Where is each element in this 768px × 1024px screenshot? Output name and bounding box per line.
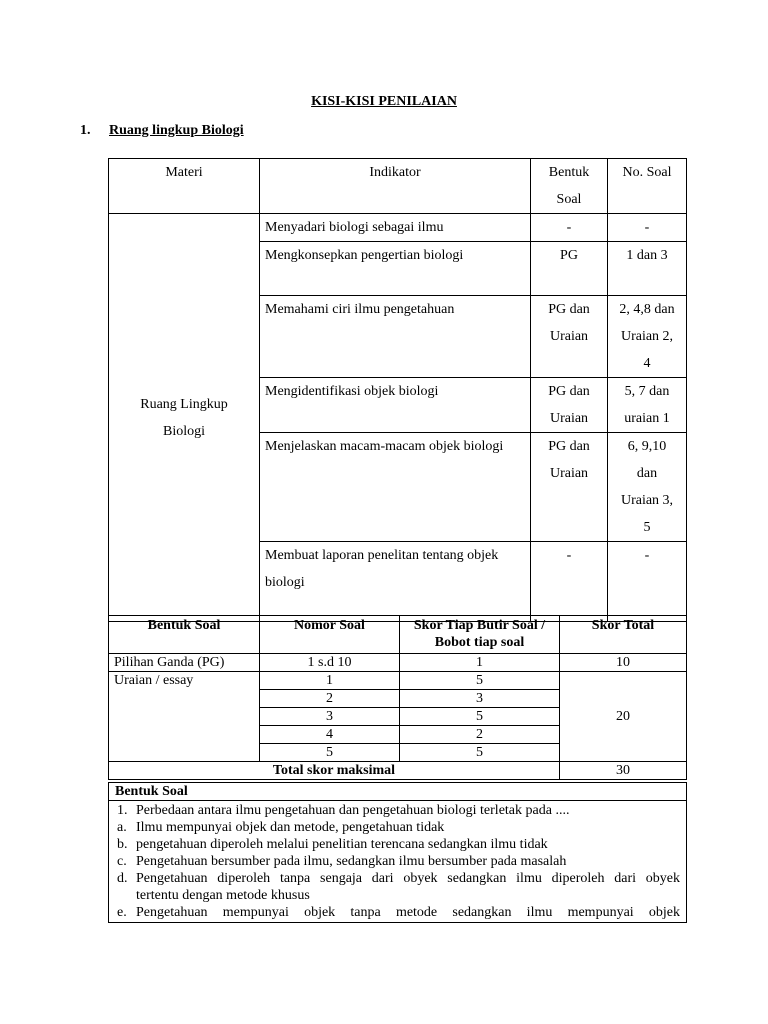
no-soal-cell: 2, 4,8 dan Uraian 2, 4: [608, 296, 687, 378]
header-bentuk-soal: Bentuk Soal: [109, 616, 260, 654]
option-e: e. Pengetahuan mempunyai objek tanpa metode sedangkan ilmu mempunyai objek: [117, 905, 680, 920]
option-d: d. Pengetahuan diperoleh tanpa sengaja dari obyek sedangkan ilmu diperoleh dari obyek: [117, 871, 680, 886]
question-box: [108, 782, 687, 923]
score-header-row: [109, 616, 687, 654]
option-a: a. Ilmu mempunyai objek dan metode, pengetahuan tidak: [117, 820, 445, 835]
question-box-title: Bentuk Soal: [109, 783, 687, 801]
nomor-soal-cell: 1 s.d 10: [260, 654, 400, 672]
total-value: 30: [560, 762, 687, 780]
nomor-soal-cell: 4: [260, 726, 400, 744]
no-soal-cell: 1 dan 3: [608, 242, 687, 296]
nomor-soal-cell: 1: [260, 672, 400, 690]
bentuk-soal-cell: Uraian / essay: [109, 672, 260, 762]
indikator-cell: Mengidentifikasi objek biologi: [260, 378, 531, 433]
header-bentuk-soal: Bentuk Soal: [531, 159, 608, 214]
indicator-table: [108, 158, 687, 622]
skor-butir-cell: 3: [400, 690, 560, 708]
table-row: [109, 214, 687, 242]
total-row: [109, 762, 687, 780]
no-soal-cell: -: [608, 542, 687, 622]
nomor-soal-cell: 2: [260, 690, 400, 708]
header-materi: Materi: [109, 159, 260, 214]
header-skor-total: Skor Total: [560, 616, 687, 654]
total-label: Total skor maksimal: [109, 762, 560, 780]
section-title: Ruang lingkup Biologi: [109, 123, 244, 138]
section-heading: [80, 123, 244, 139]
bentuk-cell: PG: [531, 242, 608, 296]
skor-total-cell: 10: [560, 654, 687, 672]
indikator-cell: Menjelaskan macam-macam objek biologi: [260, 433, 531, 542]
option-d-continuation: tertentu dengan metode khusus: [136, 888, 310, 903]
nomor-soal-cell: 5: [260, 744, 400, 762]
bentuk-cell: PG dan Uraian: [531, 296, 608, 378]
no-soal-cell: 5, 7 dan uraian 1: [608, 378, 687, 433]
skor-butir-cell: 5: [400, 708, 560, 726]
bentuk-soal-cell: Pilihan Ganda (PG): [109, 654, 260, 672]
skor-butir-cell: 5: [400, 744, 560, 762]
indicator-header-row: [109, 159, 687, 214]
table-row: [109, 672, 687, 690]
skor-total-cell: 20: [560, 672, 687, 762]
document-title: KISI-KISI PENILAIAN: [311, 94, 457, 109]
question-row: [109, 801, 687, 923]
question-box-header-row: [109, 783, 687, 801]
bentuk-cell: -: [531, 214, 608, 242]
bentuk-cell: PG dan Uraian: [531, 433, 608, 542]
skor-butir-cell: 2: [400, 726, 560, 744]
bentuk-cell: -: [531, 542, 608, 622]
header-skor-tiap-butir: Skor Tiap Butir Soal / Bobot tiap soal: [400, 616, 560, 654]
section-number: 1.: [80, 123, 91, 138]
table-row: [109, 654, 687, 672]
option-b: b. pengetahuan diperoleh melalui penelitian terencana sedangkan ilmu tidak: [117, 837, 548, 852]
skor-butir-cell: 1: [400, 654, 560, 672]
skor-butir-cell: 5: [400, 672, 560, 690]
indikator-cell: Menyadari biologi sebagai ilmu: [260, 214, 531, 242]
indikator-cell: Membuat laporan penelitan tentang objek biologi: [260, 542, 531, 622]
score-table: [108, 615, 687, 780]
question-content: [109, 801, 687, 923]
materi-cell: Ruang Lingkup Biologi: [109, 214, 260, 622]
header-no-soal: No. Soal: [608, 159, 687, 214]
header-nomor-soal: Nomor Soal: [260, 616, 400, 654]
question-stem: 1. Perbedaan antara ilmu pengetahuan dan pengetahuan biologi terletak pada ....: [117, 803, 570, 818]
indikator-cell: Mengkonsepkan pengertian biologi: [260, 242, 531, 296]
option-c: c. Pengetahuan bersumber pada ilmu, sedangkan ilmu bersumber pada masalah: [117, 854, 567, 869]
nomor-soal-cell: 3: [260, 708, 400, 726]
bentuk-cell: PG dan Uraian: [531, 378, 608, 433]
no-soal-cell: 6, 9,10 dan Uraian 3, 5: [608, 433, 687, 542]
header-indikator: Indikator: [260, 159, 531, 214]
indikator-cell: Memahami ciri ilmu pengetahuan: [260, 296, 531, 378]
no-soal-cell: -: [608, 214, 687, 242]
